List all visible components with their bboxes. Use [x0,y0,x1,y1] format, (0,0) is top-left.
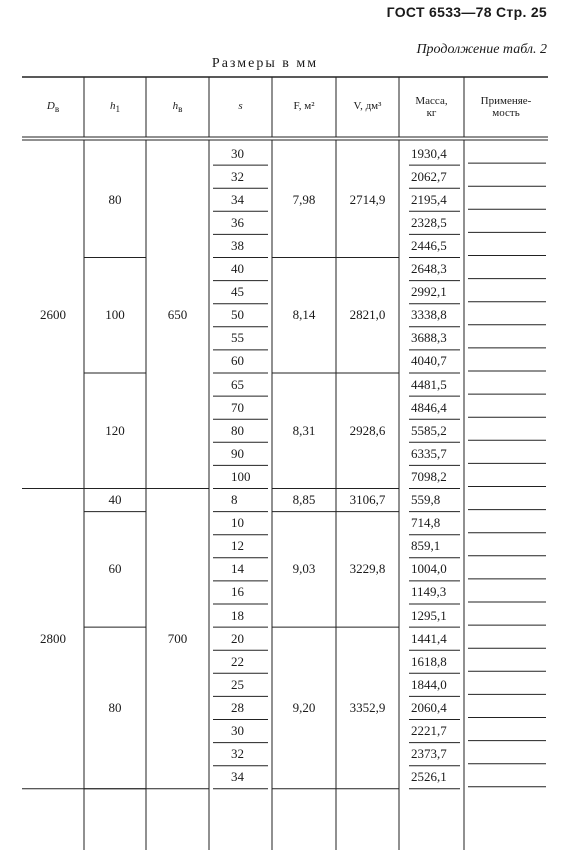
thickness-cell: 25 [231,676,244,692]
mass-cell: 2060,4 [411,699,447,715]
h2-cell: 700 [167,630,188,646]
thickness-cell: 60 [231,353,244,369]
thickness-cell: 100 [231,468,251,484]
column-header-f: F, м² [293,100,315,112]
thickness-cell: 40 [231,261,244,277]
thickness-cell: 16 [231,584,244,600]
thickness-cell: 30 [231,723,244,739]
h1-cell: 80 [108,699,122,715]
page-header: ГОСТ 6533—78 Стр. 25 [386,4,547,20]
area-cell: 9,03 [292,561,316,577]
mass-cell: 6335,7 [411,445,447,461]
mass-cell: 4040,7 [411,353,447,369]
thickness-cell: 14 [231,561,244,577]
column-header-use: Применяе- мость [480,95,532,119]
thickness-cell: 34 [231,769,244,785]
thickness-cell: 45 [231,284,244,300]
table-continuation-label: Продолжение табл. 2 [416,42,547,57]
mass-cell: 2446,5 [411,237,447,253]
mass-cell: 1930,4 [411,145,447,161]
mass-cell: 714,8 [411,515,441,531]
h1-cell: 120 [105,422,125,438]
volume-cell: 2821,0 [349,307,386,323]
mass-cell: 1441,4 [411,630,447,646]
h2-cell: 650 [167,307,188,323]
thickness-cell: 8 [231,492,238,508]
thickness-cell: 32 [231,746,244,762]
thickness-cell: 30 [231,145,244,161]
mass-cell: 2195,4 [411,191,447,207]
column-header-s: s [238,100,243,112]
mass-cell: 4481,5 [411,376,447,392]
mass-cell: 859,1 [411,538,441,554]
area-cell: 8,85 [292,492,316,508]
area-cell: 7,98 [292,191,316,207]
thickness-cell: 90 [231,445,244,461]
diameter-cell: 2600 [40,307,66,323]
thickness-cell: 12 [231,538,244,554]
mass-cell: 1295,1 [411,607,447,623]
table-caption: Размеры в мм [211,56,319,71]
mass-cell: 2992,1 [411,284,447,300]
mass-cell: 1004,0 [411,561,447,577]
mass-cell: 1844,0 [411,676,447,692]
area-cell: 8,31 [292,422,316,438]
volume-cell: 2928,6 [349,422,386,438]
column-header-h2: $h_в$ [172,100,183,115]
area-cell: 8,14 [292,307,316,323]
thickness-cell: 20 [231,630,244,646]
column-header-d: $D_в$ [46,100,60,115]
mass-cell: 2648,3 [411,261,447,277]
thickness-cell: 55 [231,330,244,346]
mass-cell: 4846,4 [411,399,447,415]
area-cell: 9,20 [292,699,316,715]
mass-cell: 1618,8 [411,653,447,669]
column-header-h1: $h_1$ [109,100,121,115]
thickness-cell: 32 [231,168,244,184]
thickness-cell: 36 [231,214,244,230]
mass-cell: 2526,1 [411,769,447,785]
mass-cell: 7098,2 [411,468,447,484]
column-header-mass: Масса, кг [415,95,448,119]
mass-cell: 2062,7 [411,168,447,184]
thickness-cell: 10 [231,515,244,531]
volume-cell: 3352,9 [349,699,386,715]
volume-cell: 2714,9 [349,191,386,207]
column-header-v: V, дм³ [353,100,382,112]
volume-cell: 3106,7 [349,492,386,508]
thickness-cell: 38 [231,237,244,253]
mass-cell: 559,8 [411,492,441,508]
mass-cell: 3338,8 [411,307,447,323]
thickness-cell: 18 [231,607,244,623]
h1-cell: 60 [108,561,122,577]
mass-cell: 5585,2 [411,422,447,438]
mass-cell: 2221,7 [411,723,447,739]
diameter-cell: 2800 [40,630,66,646]
thickness-cell: 65 [231,376,244,392]
thickness-cell: 50 [231,307,244,323]
h1-cell: 100 [105,307,125,323]
h1-cell: 40 [108,492,122,508]
thickness-cell: 70 [231,399,244,415]
mass-cell: 2328,5 [411,214,447,230]
thickness-cell: 80 [231,422,244,438]
volume-cell: 3229,8 [349,561,386,577]
thickness-cell: 34 [231,191,244,207]
thickness-cell: 22 [231,653,244,669]
mass-cell: 3688,3 [411,330,447,346]
mass-cell: 1149,3 [411,584,447,600]
h1-cell: 80 [108,191,122,207]
mass-cell: 2373,7 [411,746,447,762]
thickness-cell: 28 [231,699,244,715]
